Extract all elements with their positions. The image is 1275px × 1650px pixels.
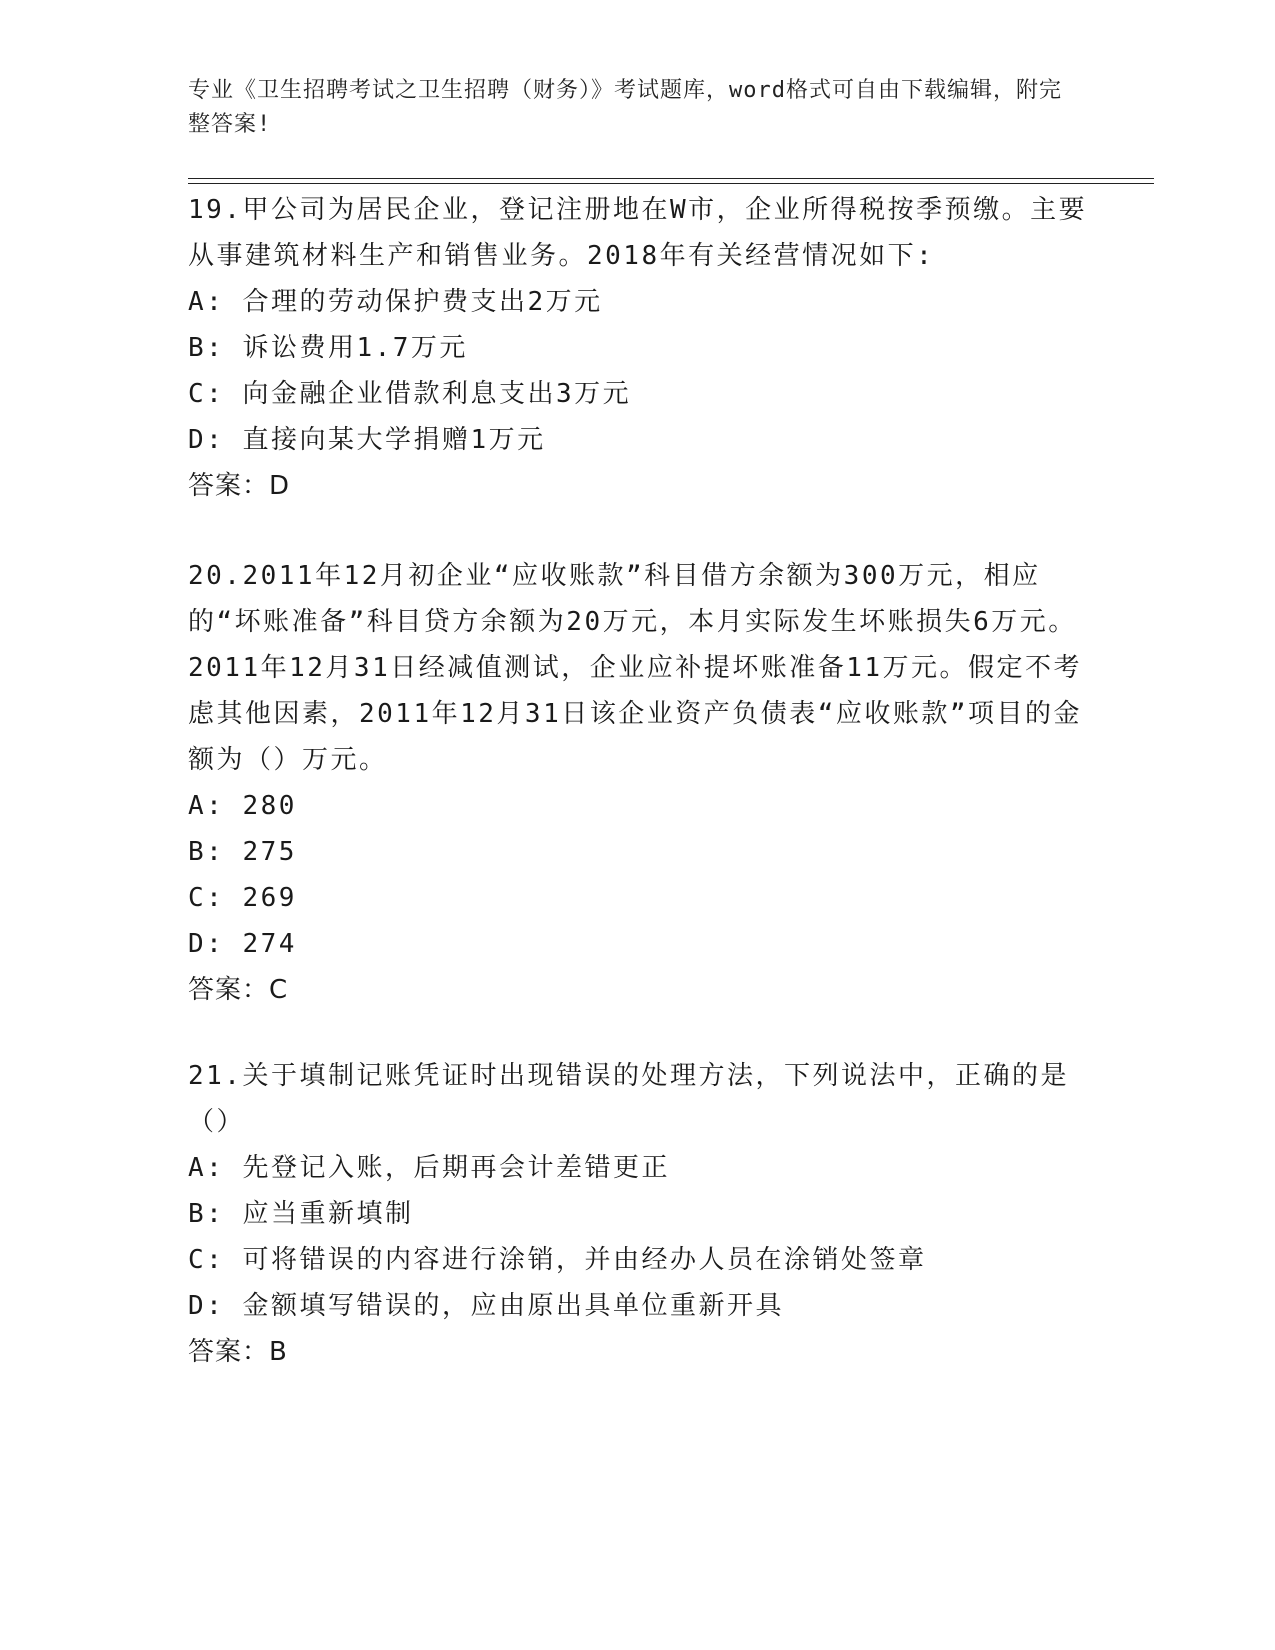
option-a: A: 先登记入账，后期再会计差错更正 xyxy=(188,1153,670,1183)
option-c: C: 269 xyxy=(188,883,297,913)
document-header: 专业《卫生招聘考试之卫生招聘（财务）》考试题库，word格式可自由下载编辑，附完整答案! xyxy=(188,78,1062,137)
answer: 答案：B xyxy=(188,1337,288,1367)
option-a: A: 合理的劳动保护费支出2万元 xyxy=(188,287,603,317)
answer: 答案：D xyxy=(188,471,291,501)
question-stem: 19.甲公司为居民企业，登记注册地在W市，企业所得税按季预缴。主要从事建筑材料生产和销售业务。2018年有关经营情况如下: xyxy=(188,195,1088,271)
option-a: A: 280 xyxy=(188,791,297,821)
question-21 xyxy=(188,1053,1088,1375)
question-stem: 21.关于填制记账凭证时出现错误的处理方法，下列说法中，正确的是（） xyxy=(188,1061,1069,1137)
option-d: D: 金额填写错误的，应由原出具单位重新开具 xyxy=(188,1291,784,1321)
header-divider-top xyxy=(188,178,1154,179)
answer: 答案：C xyxy=(188,975,289,1005)
question-19 xyxy=(188,187,1088,509)
option-b: B: 诉讼费用1.7万元 xyxy=(188,333,468,363)
question-stem: 20.2011年12月初企业“应收账款”科目借方余额为300万元，相应的“坏账准备”科目贷方余额为20万元，本月实际发生坏账损失6万元。2011年12月31日经减值测试，企业应补提坏账准备11万元。假定不考虑其他因素，2011年12月31日该企业资产负债表“应收账款”项目的金额为（）万元。 xyxy=(188,561,1083,775)
question-20 xyxy=(188,553,1088,1013)
option-c: C: 可将错误的内容进行涂销，并由经办人员在涂销处签章 xyxy=(188,1245,927,1275)
option-d: D: 274 xyxy=(188,929,297,959)
option-d: D: 直接向某大学捐赠1万元 xyxy=(188,425,546,455)
option-b: B: 应当重新填制 xyxy=(188,1199,414,1229)
option-b: B: 275 xyxy=(188,837,297,867)
option-c: C: 向金融企业借款利息支出3万元 xyxy=(188,379,632,409)
header-divider-bottom xyxy=(188,183,1154,184)
